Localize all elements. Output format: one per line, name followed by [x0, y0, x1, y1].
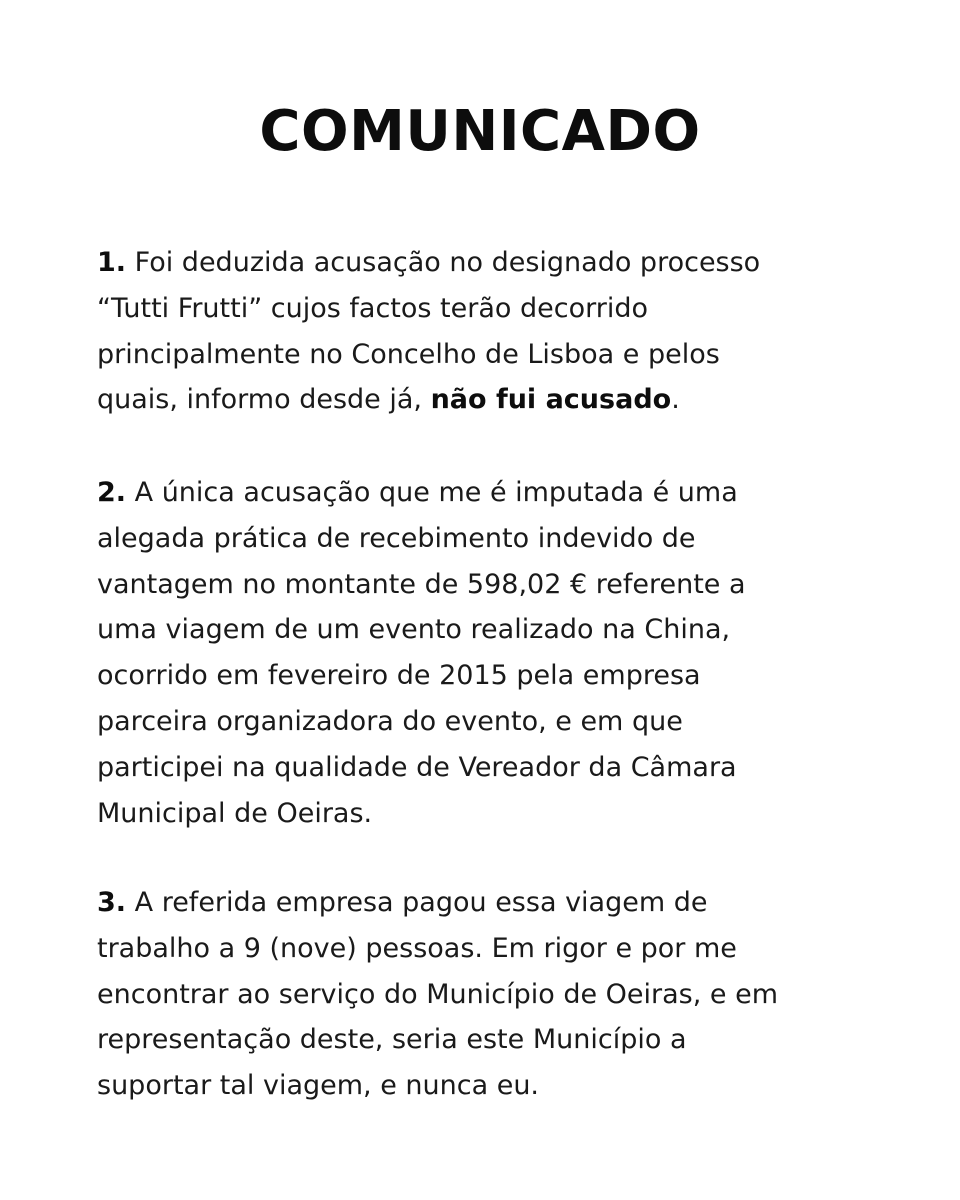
paragraph-line: alegada prática de recebimento indevido de — [97, 522, 696, 554]
paragraph-line: trabalho a 9 (nove) pessoas. Em rigor e por me — [97, 932, 737, 964]
paragraph-line: uma viagem de um evento realizado na China, — [97, 614, 731, 646]
paragraph-ending: . — [671, 384, 680, 416]
paragraph-line — [97, 377, 897, 423]
paragraph-line — [97, 470, 897, 516]
paragraph-text: quais, informo desde já, — [97, 384, 431, 416]
paragraph-line: parceira organizadora do evento, e em que — [97, 705, 683, 737]
paragraph-1 — [97, 240, 897, 423]
paragraph-3 — [97, 880, 897, 1109]
paragraph-number: 2. — [97, 477, 127, 508]
emphasis-text: não fui acusado — [430, 384, 672, 416]
paragraph-line: representação deste, seria este Município a — [97, 1024, 687, 1056]
paragraph-line: Municipal de Oeiras. — [97, 797, 373, 829]
paragraph-text: Foi deduzida acusação no designado processo — [134, 247, 761, 278]
paragraph-line — [97, 240, 897, 286]
paragraph-text: A única acusação que me é imputada é uma — [134, 477, 738, 508]
paragraph-line: vantagem no montante de 598,02 € referente a — [97, 568, 746, 600]
paragraph-line: encontrar ao serviço do Município de Oeiras, e em — [97, 978, 778, 1010]
paragraph-2 — [97, 470, 897, 836]
paragraph-line: suportar tal viagem, e nunca eu. — [97, 1070, 540, 1102]
paragraph-line: principalmente no Concelho de Lisboa e pelos — [97, 338, 720, 370]
paragraph-text: A referida empresa pagou essa viagem de — [134, 887, 708, 918]
paragraph-line: ocorrido em fevereiro de 2015 pela empresa — [97, 660, 701, 692]
document-title: COMUNICADO — [259, 99, 701, 164]
paragraph-number: 3. — [97, 887, 127, 918]
paragraph-line: participei na qualidade de Vereador da Câmara — [97, 751, 737, 783]
paragraph-line: “Tutti Frutti” cujos factos terão decorrido — [97, 292, 648, 324]
paragraph-number: 1. — [97, 247, 127, 278]
paragraph-line — [97, 880, 897, 926]
